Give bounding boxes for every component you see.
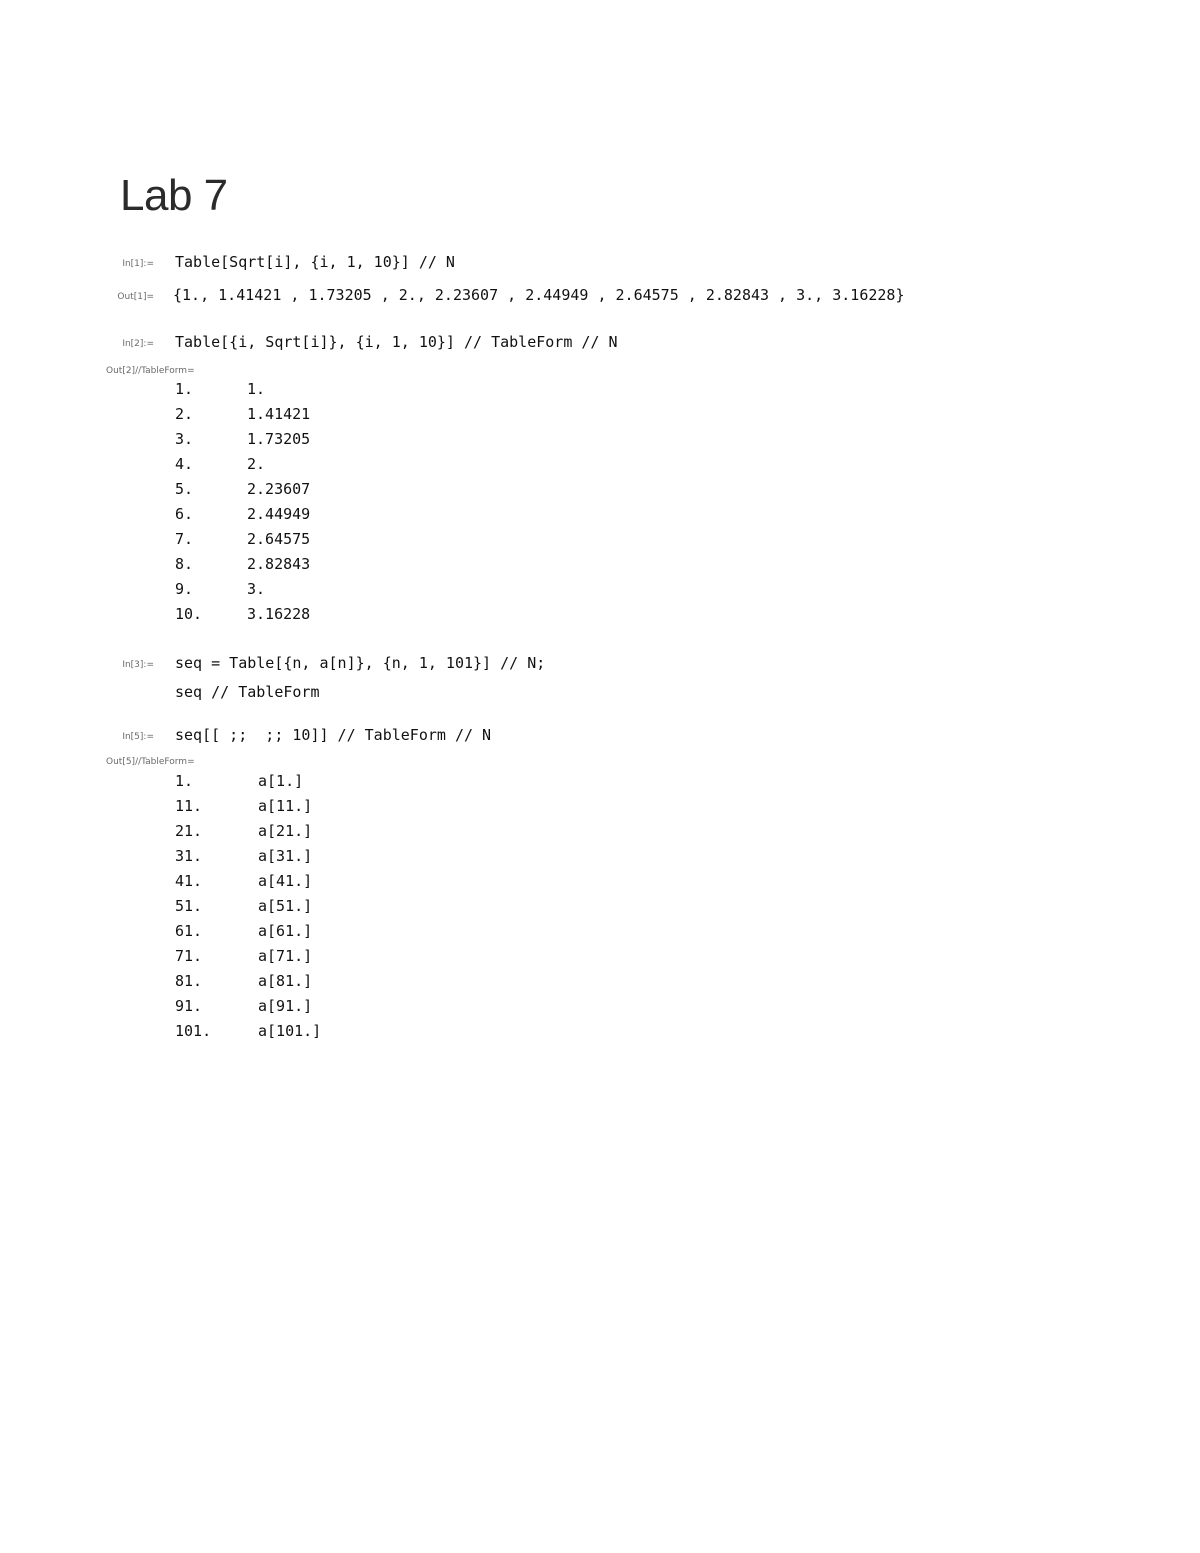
table-cell-value: a[71.] (258, 947, 313, 965)
table-cell-index: 4. (175, 455, 194, 473)
table-cell-value: 3. (247, 580, 266, 598)
table-cell-value: a[91.] (258, 997, 313, 1015)
table-cell-value: a[21.] (258, 822, 313, 840)
table-cell-index: 7. (175, 530, 194, 548)
output-label-5: Out[5]//TableForm= (106, 757, 195, 767)
table-cell-index: 1. (175, 380, 194, 398)
table-cell-value: a[11.] (258, 797, 313, 815)
table-cell-value: 2.23607 (247, 480, 311, 498)
table-cell-index: 6. (175, 505, 194, 523)
table-cell-index: 10. (175, 605, 203, 623)
table-cell-value: a[51.] (258, 897, 313, 915)
input-label-3: In[3]:= (122, 660, 154, 670)
table-cell-value: a[61.] (258, 922, 313, 940)
table-cell-index: 31. (175, 847, 203, 865)
input-label-5: In[5]:= (122, 732, 154, 742)
table-cell-value: 1.73205 (247, 430, 311, 448)
table-cell-value: a[101.] (258, 1022, 322, 1040)
table-cell-value: 2.44949 (247, 505, 311, 523)
table-cell-index: 51. (175, 897, 203, 915)
table-cell-index: 1. (175, 772, 194, 790)
input-cell-3-line-1[interactable]: seq = Table[{n, a[n]}, {n, 1, 101}] // N; (175, 654, 546, 672)
table-cell-value: 2.64575 (247, 530, 311, 548)
table-cell-value: a[1.] (258, 772, 304, 790)
output-label-1: Out[1]= (117, 292, 154, 302)
input-label-1: In[1]:= (122, 259, 154, 269)
table-cell-index: 8. (175, 555, 194, 573)
table-cell-index: 91. (175, 997, 203, 1015)
input-label-2: In[2]:= (122, 339, 154, 349)
table-cell-value: a[31.] (258, 847, 313, 865)
notebook-title: Lab 7 (120, 171, 228, 220)
input-cell-3-line-2[interactable]: seq // TableForm (175, 683, 320, 701)
table-cell-value: a[41.] (258, 872, 313, 890)
table-cell-value: 2. (247, 455, 266, 473)
table-cell-index: 81. (175, 972, 203, 990)
table-cell-index: 11. (175, 797, 203, 815)
table-cell-index: 61. (175, 922, 203, 940)
table-cell-index: 41. (175, 872, 203, 890)
table-cell-index: 101. (175, 1022, 212, 1040)
table-cell-index: 5. (175, 480, 194, 498)
table-cell-index: 21. (175, 822, 203, 840)
output-label-2: Out[2]//TableForm= (106, 366, 195, 376)
table-cell-value: 1.41421 (247, 405, 311, 423)
table-cell-value: 2.82843 (247, 555, 311, 573)
table-cell-index: 2. (175, 405, 194, 423)
table-cell-value: 3.16228 (247, 605, 311, 623)
table-cell-index: 3. (175, 430, 194, 448)
table-cell-index: 9. (175, 580, 194, 598)
table-cell-value: a[81.] (258, 972, 313, 990)
output-cell-1: {1., 1.41421 , 1.73205 , 2., 2.23607 , 2.44949 , 2.64575 , 2.82843 , 3., 3.16228} (173, 286, 905, 304)
input-cell-1[interactable]: Table[Sqrt[i], {i, 1, 10}] // N (175, 253, 455, 271)
input-cell-5[interactable]: seq[[ ;; ;; 10]] // TableForm // N (175, 726, 492, 744)
table-cell-index: 71. (175, 947, 203, 965)
table-cell-value: 1. (247, 380, 266, 398)
input-cell-2[interactable]: Table[{i, Sqrt[i]}, {i, 1, 10}] // TableForm // N (175, 333, 618, 351)
